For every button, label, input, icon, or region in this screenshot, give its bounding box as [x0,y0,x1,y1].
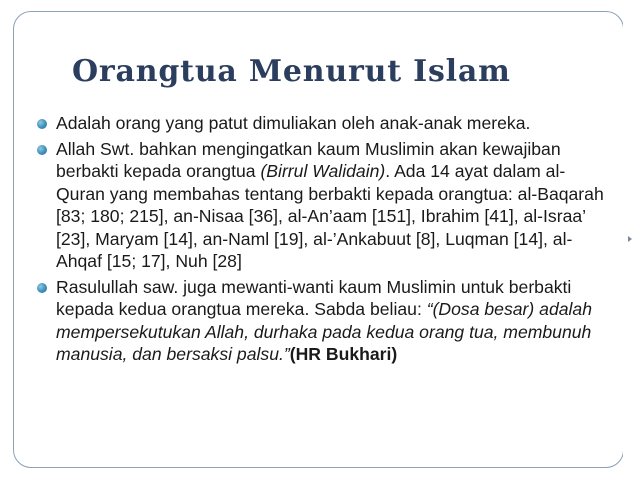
slide-title: Orangtua Menurut Islam [72,54,511,89]
bullet-text: . Ada 14 ayat dalam al-Quran yang membahas tentang berbakti kepada orangtua: al-Baqarah [83; 180; 215], an-Nisaa [36], al-An’aam [151], Ibrahim [41], al-Israa’ [23], Maryam [14], an-Naml [19], al-’Ankabuut [8], Luqman [14], al-Ahqaf [15; 17], Nuh [28] [56,161,604,271]
bullet-dot-icon [37,145,47,155]
hadith-source: (HR Bukhari) [289,344,398,364]
bullet-text: Adalah orang yang patut dimuliakan oleh anak-anak mereka. [56,113,531,133]
hadith-quote: “(Dosa besar) adalah mempersekutukan Allah, durhaka pada kedua orang tua, membunuh manusia, dan bersaksi palsu.” [56,299,592,364]
bullet-item [34,138,609,273]
bullet-text: Rasulullah saw. juga mewanti-wanti kaum Muslimin untuk berbakti kepada kedua orangtua mereka. Sabda beliau: [56,276,572,319]
bullet-item [34,112,609,135]
bullet-dot-icon [37,119,47,129]
bullet-text: Allah Swt. bahkan mengingatkan kaum Muslimin akan kewajiban berbakti kepada orangtua [56,138,561,181]
edge-marker-icon [628,236,632,242]
bullet-text-italic: (Birrul Walidain) [260,161,386,181]
bullet-dot-icon [37,283,47,293]
bullet-list [34,112,609,369]
bullet-item [34,276,609,366]
